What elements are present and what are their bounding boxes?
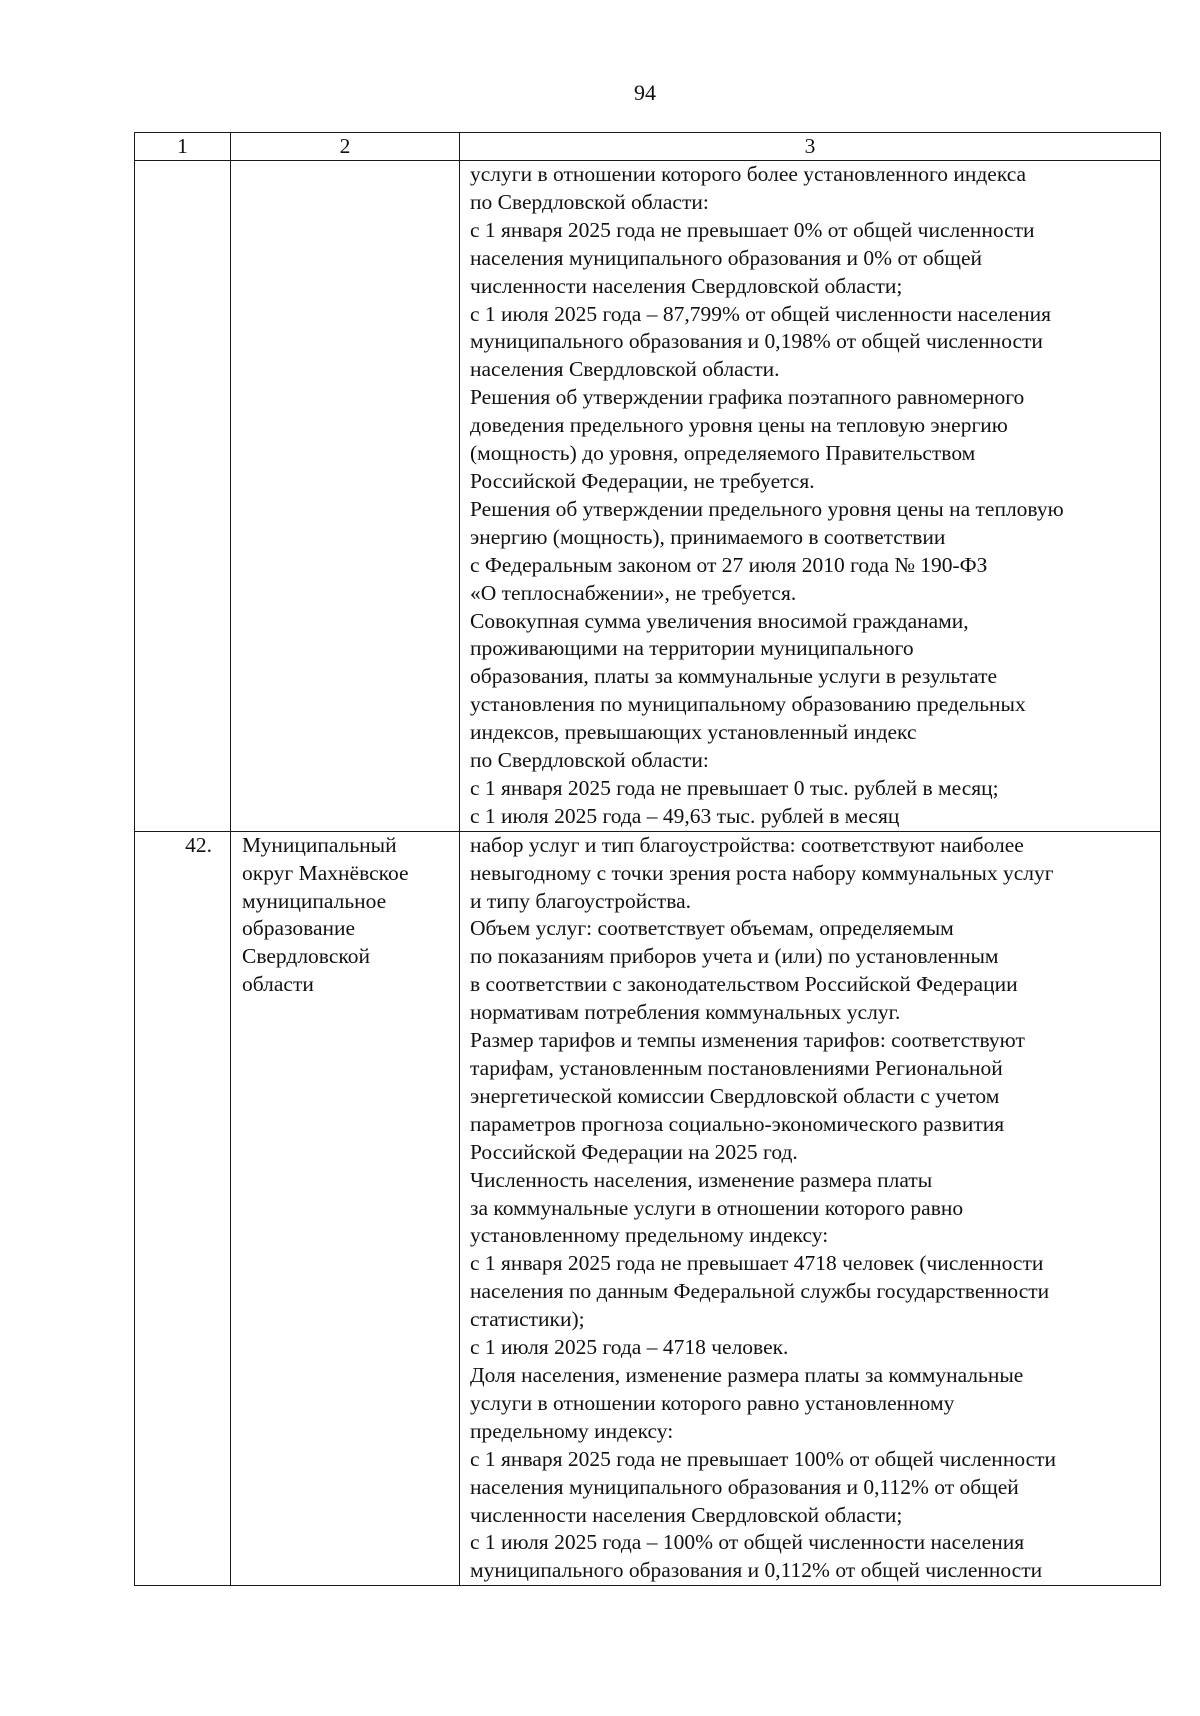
description-line: с 1 января 2025 года не превышает 0% от общей численности — [470, 217, 1035, 242]
description-line: с 1 января 2025 года не превышает 4718 человек (численности — [470, 1251, 1044, 1276]
description-line: Размер тарифов и темпы изменения тарифов: соответствуют — [470, 1028, 1025, 1053]
description-line: Доля населения, изменение размера платы за коммунальные — [470, 1362, 1024, 1387]
description-line: населения Свердловской области. — [470, 357, 780, 382]
description-line: по Свердловской области: — [470, 189, 709, 214]
description-line: населения по данным Федеральной службы государственности — [470, 1279, 1050, 1304]
description-line: предельному индексу: — [470, 1418, 674, 1443]
description-line: с 1 июля 2025 года – 49,63 тыс. рублей в месяц — [470, 803, 900, 828]
description-line: доведения предельного уровня цены на тепловую энергию — [470, 413, 1008, 438]
description-line: Решения об утверждении графика поэтапного равномерного — [470, 385, 1025, 410]
description-line: населения муниципального образования и 0% от общей — [470, 245, 982, 270]
description-line: населения муниципального образования и 0,112% от общей — [470, 1474, 1019, 1499]
description-line: установленному предельному индексу: — [470, 1223, 829, 1248]
description-line: с Федеральным законом от 27 июля 2010 года № 190-ФЗ — [470, 552, 988, 577]
description-line: Объем услуг: соответствует объемам, определяемым — [470, 916, 954, 941]
description-line: с 1 января 2025 года не превышает 100% от общей численности — [470, 1446, 1057, 1471]
municipality-name-cell — [231, 831, 460, 1585]
column-header-1: 1 — [135, 133, 231, 161]
table-header-row — [135, 133, 1161, 161]
description-line: услуги в отношении которого равно установленному — [470, 1390, 955, 1415]
description-cell — [460, 831, 1161, 1585]
row-number-cell: 42. — [135, 831, 231, 1585]
description-line: (мощность) до уровня, определяемого Правительством — [470, 441, 976, 466]
description-line: в соответствии с законодательством Российской Федерации — [470, 972, 1018, 997]
description-line: Российской Федерации, не требуется. — [470, 468, 815, 493]
description-line: с 1 июля 2025 года – 87,799% от общей численности населения — [470, 301, 1051, 326]
page-number: 94 — [634, 80, 656, 105]
description-line: нормативам потребления коммунальных услуг. — [470, 1000, 901, 1025]
municipality-name-line: образование — [242, 916, 356, 941]
table-row — [135, 161, 1161, 832]
description-line: численности населения Свердловской области; — [470, 273, 903, 298]
municipality-name-line: области — [242, 972, 314, 997]
description-line: с 1 июля 2025 года – 4718 человек. — [470, 1335, 789, 1360]
description-line: тарифам, установленным постановлениями Региональной — [470, 1056, 1003, 1080]
description-line: услуги в отношении которого более установленного индекса — [470, 162, 1027, 186]
description-line: невыгодному с точки зрения роста набору коммунальных услуг — [470, 860, 1054, 885]
description-line: «О теплоснабжении», не требуется. — [470, 580, 797, 605]
municipality-name-line: Муниципальный — [242, 832, 397, 857]
description-line: муниципального образования и 0,112% от общей численности — [470, 1558, 1043, 1583]
description-line: энергию (мощность), принимаемого в соответствии — [470, 524, 946, 549]
description-line: Численность населения, изменение размера платы — [470, 1167, 933, 1192]
description-line: статистики); — [470, 1307, 585, 1332]
description-line: набор услуг и тип благоустройства: соответствуют наиболее — [470, 832, 1024, 857]
municipality-name-line: округ Махнёвское — [242, 860, 409, 885]
municipality-name-cell — [231, 161, 460, 832]
description-line: Российской Федерации на 2025 год. — [470, 1139, 798, 1164]
description-line: параметров прогноза социально-экономического развития — [470, 1111, 1005, 1136]
description-line: с 1 июля 2025 года – 100% от общей численности населения — [470, 1530, 1025, 1555]
description-line: муниципального образования и 0,198% от общей численности — [470, 329, 1043, 354]
description-line: и типу благоустройства. — [470, 888, 691, 913]
row-number-cell — [135, 161, 231, 832]
municipality-name-line: муниципальное — [242, 888, 387, 913]
description-line: численности населения Свердловской области; — [470, 1502, 903, 1527]
description-line: Решения об утверждении предельного уровня цены на тепловую — [470, 496, 1064, 521]
description-line: проживающими на территории муниципального — [470, 636, 914, 661]
description-line: индексов, превышающих установленный индекс — [470, 720, 917, 745]
description-line: за коммунальные услуги в отношении которого равно — [470, 1195, 964, 1220]
municipality-name-line: Свердловской — [242, 944, 370, 969]
table-row — [135, 831, 1161, 1585]
description-line: с 1 января 2025 года не превышает 0 тыс. рублей в месяц; — [470, 775, 999, 800]
description-line: по Свердловской области: — [470, 748, 709, 773]
description-line: образования, платы за коммунальные услуги в результате — [470, 664, 998, 689]
description-line: Совокупная сумма увеличения вносимой гражданами, — [470, 608, 969, 633]
column-header-2: 2 — [231, 133, 460, 161]
data-table — [134, 132, 1161, 1586]
column-header-3: 3 — [460, 133, 1161, 161]
description-line: энергетической комиссии Свердловской области с учетом — [470, 1083, 1000, 1108]
description-line: установления по муниципальному образованию предельных — [470, 692, 1026, 717]
description-line: по показаниям приборов учета и (или) по установленным — [470, 944, 999, 969]
description-cell — [460, 161, 1161, 832]
